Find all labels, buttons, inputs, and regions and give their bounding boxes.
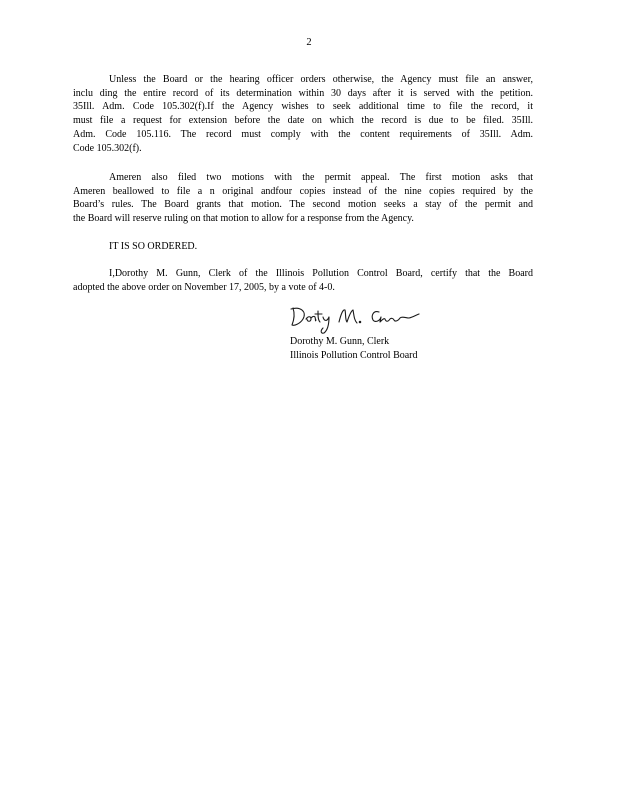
paragraph-so-ordered bbox=[73, 240, 533, 254]
text-line: Unless the Board or the hearing officer orders otherwise, the Agency must file an answer, bbox=[109, 74, 533, 85]
text-line: 35Ill. Adm. Code 105.302(f).If the Agency wishes to seek additional time to file the record, it bbox=[73, 101, 533, 113]
text-line: must file a request for extension before the date on which the record is due to be filed. 35Ill. bbox=[73, 115, 533, 127]
handwritten-signature bbox=[287, 300, 425, 336]
text-line: Ameren beallowed to file a n original andfour copies instead of the nine copies required by the bbox=[73, 185, 533, 197]
paragraph-certification bbox=[73, 267, 533, 294]
text-line: inclu ding the entire record of its determination within 30 days after it is served with the petition. bbox=[73, 87, 533, 99]
text-line: Adm. Code 105.116. The record must comply with the content requirements of 35Ill. Adm. bbox=[73, 128, 533, 140]
paragraph-motions bbox=[73, 171, 533, 226]
page-number: 2 bbox=[306, 37, 312, 48]
text-line: adopted the above order on November 17, 2005, by a vote of 4-0. bbox=[73, 281, 335, 293]
signer-name: Dorothy M. Gunn, Clerk bbox=[290, 336, 390, 347]
text-line: Ameren also filed two motions with the permit appeal. The first motion asks that bbox=[109, 172, 533, 183]
text-line: IT IS SO ORDERED. bbox=[109, 241, 198, 252]
text-line: I,Dorothy M. Gunn, Clerk of the Illinois Pollution Control Board, certify that the Board bbox=[109, 268, 533, 279]
signature-block bbox=[290, 335, 418, 362]
text-line: the Board will reserve ruling on that motion to allow for a response from the Agency. bbox=[73, 213, 414, 225]
text-line: Code 105.302(f). bbox=[73, 142, 142, 154]
text-line: Board’s rules. The Board grants that motion. The second motion seeks a stay of the permit and bbox=[73, 199, 533, 211]
signer-organization: Illinois Pollution Control Board bbox=[290, 349, 418, 361]
paragraph-answer-filing bbox=[73, 73, 533, 155]
